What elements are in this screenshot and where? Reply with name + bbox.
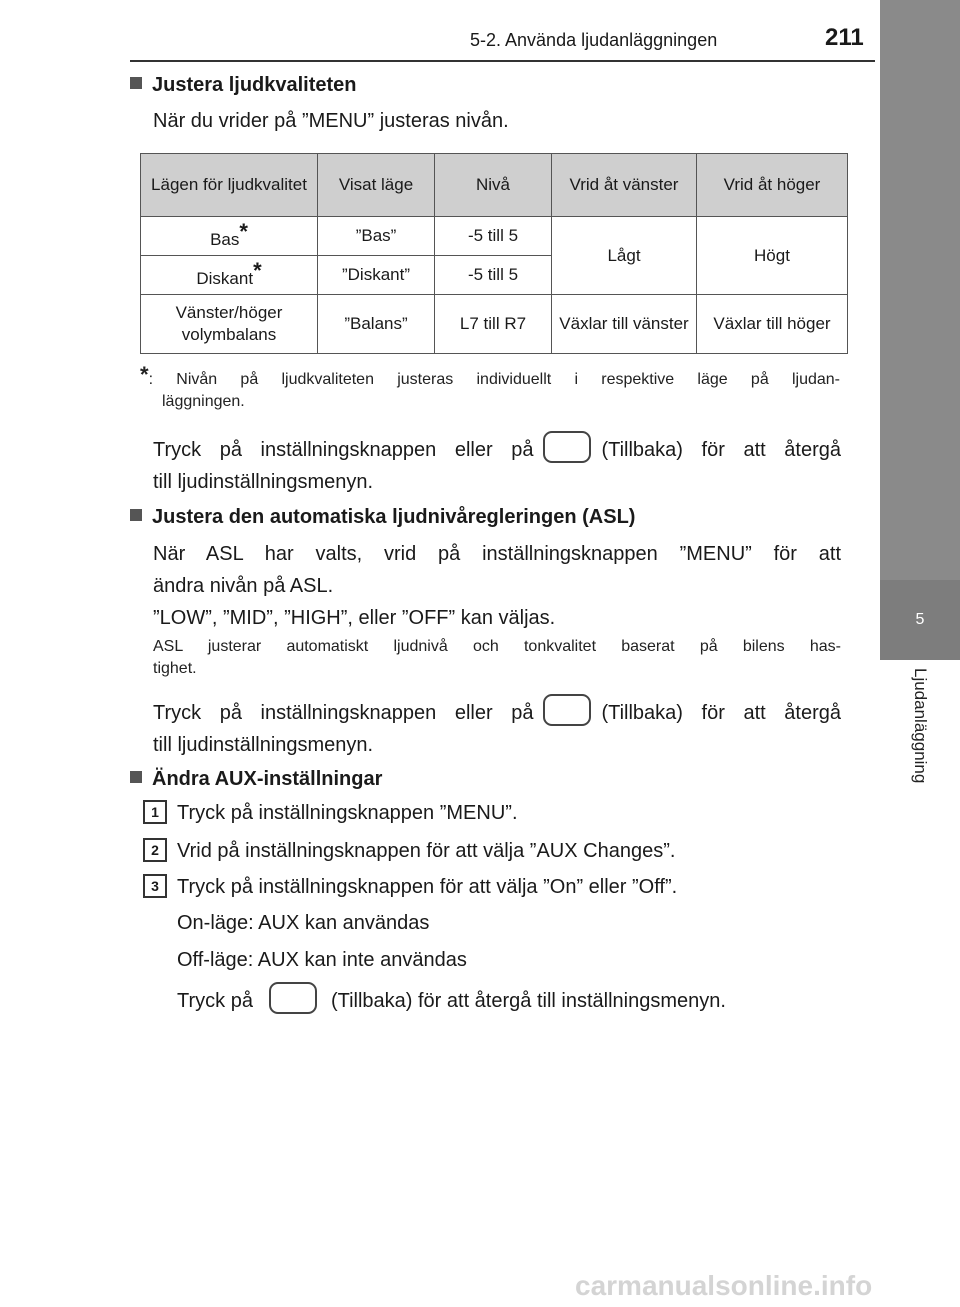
table-cell-merged: Högt: [697, 217, 848, 295]
footnote: [140, 364, 840, 413]
footnote-star: *: [239, 219, 248, 244]
asl-note: [153, 636, 841, 680]
step-number: 2: [143, 838, 167, 862]
step-number: 1: [143, 800, 167, 824]
back-button-icon: [543, 431, 591, 463]
chapter-number: 5: [880, 580, 960, 660]
table-header: Nivå: [435, 154, 552, 217]
heading-asl: [130, 506, 635, 529]
page-number: 211: [825, 24, 864, 51]
table-cell: Växlar till höger: [697, 295, 848, 354]
back-button-icon: [543, 694, 591, 726]
table-cell: Växlar till vänster: [552, 295, 697, 354]
back-button-icon: [269, 982, 317, 1014]
chapter-label: Ljudanläggning: [911, 668, 930, 784]
section-title: 5-2. Använda ljudanläggningen: [470, 30, 718, 50]
back-text: till ljudinställningsmenyn.: [153, 471, 374, 493]
heading-sound-quality: [130, 74, 357, 97]
footnote-star: *: [253, 258, 262, 283]
on-mode-text: On-läge: AUX kan användas: [177, 912, 430, 934]
footnote-text: : Nivån på ljudkvaliteten justeras individuellt i respektive läge på ljudan-: [148, 371, 840, 388]
back-text: Tryck på inställningsknappen eller på: [153, 702, 534, 724]
table-cell: ”Bas”: [318, 217, 435, 256]
table-cell: [141, 256, 318, 295]
watermark: carmanualsonline.info: [575, 1270, 873, 1301]
header-divider: [130, 60, 875, 62]
table-header-row: [141, 154, 848, 217]
heading-text: Ändra AUX-inställningar: [152, 768, 383, 790]
note-line: ASL justerar automatiskt ljudnivå och tonkvalitet baserat på bilens has-: [153, 638, 841, 655]
asl-line: När ASL har valts, vrid på inställningsknappen ”MENU” för att: [153, 543, 841, 565]
mode-text: Bas: [210, 230, 240, 249]
table-row: [141, 295, 848, 354]
back-text: (Tillbaka) för att återgå till inställningsmenyn.: [330, 990, 726, 1012]
table-cell: Vänster/höger volymbalans: [141, 295, 318, 354]
step-text: Vrid på inställningsknappen för att välja ”AUX Changes”.: [177, 840, 676, 862]
sound-quality-table: [140, 153, 848, 354]
step-text: Tryck på inställningsknappen ”MENU”.: [177, 802, 518, 824]
asl-line: ändra nivån på ASL.: [153, 575, 334, 597]
mode-text: Diskant: [196, 269, 254, 288]
table-cell: [141, 217, 318, 256]
back-text: Tryck på: [177, 990, 253, 1012]
heading-aux: [130, 768, 382, 791]
asl-text: [153, 538, 841, 634]
step-text: Tryck på inställningsknappen för att välja ”On” eller ”Off”.: [177, 876, 678, 898]
chapter-label-box: [910, 668, 934, 813]
back-text: (Tillbaka) för att återgå: [601, 702, 841, 724]
step-number: 3: [143, 874, 167, 898]
back-text: Tryck på inställningsknappen eller på: [153, 439, 534, 461]
back-instruction-1: [153, 431, 841, 498]
side-tab-bar: [880, 0, 960, 580]
note-line: tighet.: [153, 660, 197, 677]
table-cell-merged: Lågt: [552, 217, 697, 295]
footnote-cont: läggningen.: [162, 393, 245, 410]
back-instruction-3: [177, 982, 726, 1017]
table-cell: -5 till 5: [435, 256, 552, 295]
heading-text: Justera den automatiska ljudnivåregleringen (ASL): [152, 506, 636, 528]
square-bullet-icon: [130, 509, 142, 521]
intro-text: När du vrider på ”MENU” justeras nivån.: [153, 110, 509, 132]
back-instruction-2: [153, 694, 841, 761]
table-header: Visat läge: [318, 154, 435, 217]
table-row: [141, 217, 848, 256]
table-cell: ”Diskant”: [318, 256, 435, 295]
back-text: (Tillbaka) för att återgå: [601, 439, 841, 461]
table-cell: ”Balans”: [318, 295, 435, 354]
square-bullet-icon: [130, 77, 142, 89]
asl-line: ”LOW”, ”MID”, ”HIGH”, eller ”OFF” kan väljas.: [153, 607, 556, 629]
footnote-star: *: [140, 362, 149, 387]
square-bullet-icon: [130, 771, 142, 783]
table-header: Vrid åt vänster: [552, 154, 697, 217]
back-text: till ljudinställningsmenyn.: [153, 734, 374, 756]
side-tab: [880, 0, 960, 1307]
off-mode-text: Off-läge: AUX kan inte användas: [177, 949, 467, 971]
table-cell: -5 till 5: [435, 217, 552, 256]
table-header: Vrid åt höger: [697, 154, 848, 217]
heading-text: Justera ljudkvaliteten: [152, 74, 357, 96]
table-header: Lägen för ljudkvalitet: [141, 154, 318, 217]
table-cell: L7 till R7: [435, 295, 552, 354]
